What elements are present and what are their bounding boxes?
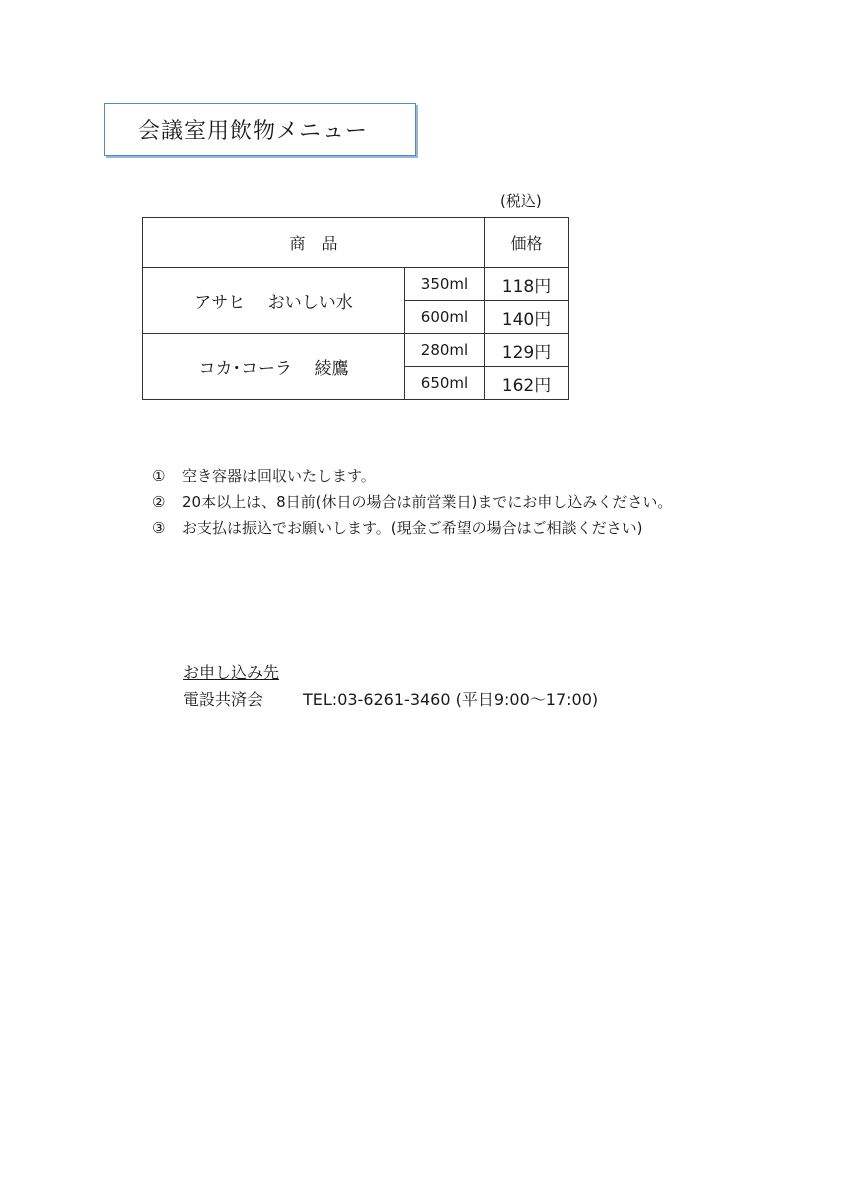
product-name: コカ･コーラ 綾鷹	[143, 334, 405, 400]
product-size: 650ml	[405, 367, 485, 400]
contact-heading: お申し込み先	[183, 663, 280, 682]
product-price: 118円	[485, 268, 569, 301]
note-item	[152, 489, 672, 515]
product-price: 129円	[485, 334, 569, 367]
note-number: ①	[152, 467, 166, 485]
contact-line	[183, 686, 598, 714]
table-row	[143, 268, 569, 301]
menu-table	[142, 217, 569, 400]
header-product: 商 品	[143, 218, 485, 268]
contact-phone: TEL:03-6261-3460 (平日9:00～17:00)	[303, 690, 599, 709]
note-item	[152, 463, 672, 489]
notes-list	[152, 463, 672, 541]
note-number: ③	[152, 519, 166, 537]
product-name: アサヒ おいしい水	[143, 268, 405, 334]
header-price: 価格	[485, 218, 569, 268]
product-size: 600ml	[405, 301, 485, 334]
product-size: 280ml	[405, 334, 485, 367]
note-text: 空き容器は回収いたします。	[182, 467, 376, 485]
note-item	[152, 515, 672, 541]
tax-note: (税込)	[500, 192, 542, 210]
contact-organization: 電設共済会	[183, 690, 264, 709]
note-text: お支払は振込でお願いします。(現金ご希望の場合はご相談ください)	[182, 519, 643, 537]
product-size: 350ml	[405, 268, 485, 301]
table-row	[143, 334, 569, 367]
page-title: 会議室用飲物メニュー	[138, 119, 369, 144]
contact-section	[183, 660, 598, 714]
note-number: ②	[152, 493, 166, 511]
note-text: 20本以上は、8日前(休日の場合は前営業日)までにお申し込みください。	[182, 493, 673, 511]
product-price: 140円	[485, 301, 569, 334]
table-header-row	[143, 218, 569, 268]
product-price: 162円	[485, 367, 569, 400]
